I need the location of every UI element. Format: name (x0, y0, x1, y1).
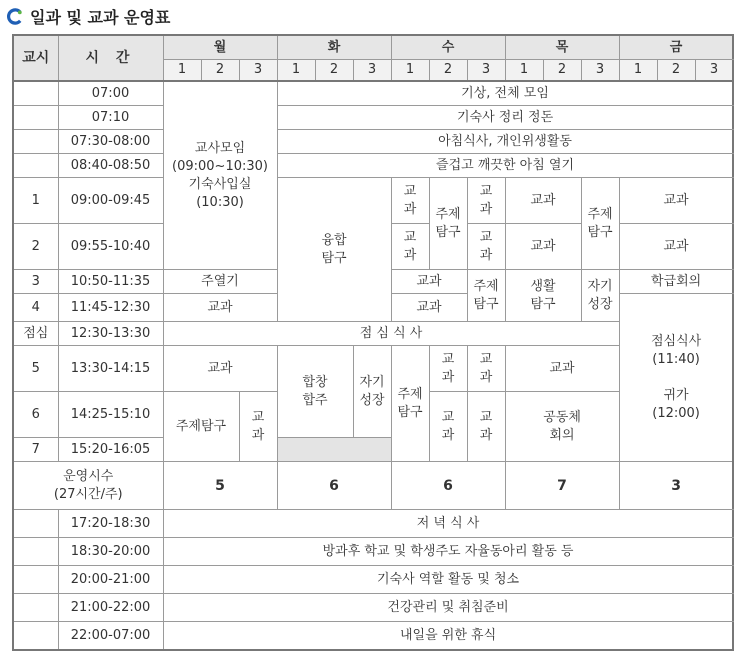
header-sub: 2 (657, 60, 695, 82)
hours-fri: 3 (619, 462, 733, 510)
time-cell: 12:30-13:30 (58, 322, 163, 346)
thu-subject: 교과 (505, 224, 581, 270)
time-cell: 10:50-11:35 (58, 270, 163, 294)
period-cell (13, 538, 58, 566)
wed-subject: 교 과 (467, 392, 505, 462)
mon-p3-cell: 주열기 (163, 270, 277, 294)
header-day-mon: 월 (163, 35, 277, 60)
fri-class-meeting: 학급회의 (619, 270, 733, 294)
header-time: 시 간 (58, 35, 163, 81)
wed-subject: 교 과 (391, 224, 429, 270)
health-cell: 건강관리 및 취침준비 (163, 594, 733, 622)
tue-empty-cell (277, 438, 391, 462)
club-cell: 방과후 학교 및 학생주도 자율동아리 활동 등 (163, 538, 733, 566)
thu-topic: 주제 탐구 (581, 178, 619, 270)
tue-choir: 합창 합주 (277, 346, 353, 438)
thu-subject: 교과 (505, 346, 619, 392)
time-cell: 11:45-12:30 (58, 294, 163, 322)
time-cell: 22:00-07:00 (58, 622, 163, 651)
wed-topic: 주제 탐구 (391, 346, 429, 462)
hours-wed: 6 (391, 462, 505, 510)
period-cell: 3 (13, 270, 58, 294)
fri-subject: 교과 (619, 224, 733, 270)
wed-subject: 교 과 (429, 392, 467, 462)
wed-subject: 교 과 (429, 346, 467, 392)
fri-lunch-go-home: 점심식사 (11:40) 귀가 (12:00) (619, 294, 733, 462)
period-cell (13, 106, 58, 130)
period-cell (13, 154, 58, 178)
period-cell (13, 594, 58, 622)
thu-self-growth: 자기 성장 (581, 270, 619, 322)
dorm-cell: 기숙사 정리 정돈 (277, 106, 733, 130)
title-text: 일과 및 교과 운영표 (30, 7, 171, 27)
mon-subject: 교 과 (239, 392, 277, 462)
time-cell: 07:30-08:00 (58, 130, 163, 154)
time-cell: 13:30-14:15 (58, 346, 163, 392)
role-cell: 기숙사 역할 활동 및 청소 (163, 566, 733, 594)
header-period: 교시 (13, 35, 58, 81)
hours-mon: 5 (163, 462, 277, 510)
time-cell: 07:00 (58, 81, 163, 106)
header-sub: 3 (695, 60, 733, 82)
wed-subject: 교과 (391, 270, 467, 294)
period-cell (13, 622, 58, 651)
thu-subject: 교과 (505, 178, 581, 224)
wed-subject: 교 과 (467, 178, 505, 224)
wed-topic: 주제 탐구 (429, 178, 467, 270)
period-cell: 6 (13, 392, 58, 438)
period-cell: 2 (13, 224, 58, 270)
wed-subject: 교과 (391, 294, 467, 322)
time-cell: 17:20-18:30 (58, 510, 163, 538)
time-cell: 14:25-15:10 (58, 392, 163, 438)
header-day-thu: 목 (505, 35, 619, 60)
header-sub: 2 (429, 60, 467, 82)
logo-icon (6, 8, 23, 25)
period-cell: 7 (13, 438, 58, 462)
hours-label: 운영시수 (27시간/주) (13, 462, 163, 510)
time-cell: 09:55-10:40 (58, 224, 163, 270)
header-sub: 2 (543, 60, 581, 82)
header-sub: 3 (581, 60, 619, 82)
wed-subject: 교 과 (391, 178, 429, 224)
time-cell: 07:10 (58, 106, 163, 130)
header-sub: 1 (277, 60, 315, 82)
header-sub: 2 (201, 60, 239, 82)
header-sub: 1 (391, 60, 429, 82)
period-cell (13, 130, 58, 154)
header-day-wed: 수 (391, 35, 505, 60)
header-sub: 2 (315, 60, 353, 82)
time-cell: 08:40-08:50 (58, 154, 163, 178)
wed-topic: 주제 탐구 (467, 270, 505, 322)
mon-topic: 주제탐구 (163, 392, 239, 462)
period-cell (13, 510, 58, 538)
mon-teacher-meeting: 교사모임 (09:00~10:30) 기숙사입실 (10:30) (163, 81, 277, 270)
header-day-fri: 금 (619, 35, 733, 60)
header-sub: 1 (505, 60, 543, 82)
thu-life-inquiry: 생활 탐구 (505, 270, 581, 322)
breakfast-cell: 아침식사, 개인위생활동 (277, 130, 733, 154)
morning-cell: 즐겁고 깨끗한 아침 열기 (277, 154, 733, 178)
header-sub: 3 (239, 60, 277, 82)
mon-subject: 교과 (163, 294, 277, 322)
period-cell (13, 566, 58, 594)
rest-cell: 내일을 위한 휴식 (163, 622, 733, 651)
schedule-table (12, 34, 734, 651)
tue-self-growth: 자기 성장 (353, 346, 391, 438)
thu-community-meeting: 공동체 회의 (505, 392, 619, 462)
time-cell: 15:20-16:05 (58, 438, 163, 462)
hours-thu: 7 (505, 462, 619, 510)
time-cell: 09:00-09:45 (58, 178, 163, 224)
header-day-tue: 화 (277, 35, 391, 60)
period-cell: 5 (13, 346, 58, 392)
header-sub: 3 (467, 60, 505, 82)
wed-subject: 교 과 (467, 224, 505, 270)
wake-cell: 기상, 전체 모임 (277, 81, 733, 106)
lunch-cell: 점 심 식 사 (163, 322, 619, 346)
fri-subject: 교과 (619, 178, 733, 224)
header-sub: 3 (353, 60, 391, 82)
mon-subject: 교과 (163, 346, 277, 392)
header-sub: 1 (163, 60, 201, 82)
tue-convergence: 융합 탐구 (277, 178, 391, 322)
period-cell (13, 81, 58, 106)
period-cell: 1 (13, 178, 58, 224)
wed-subject: 교 과 (467, 346, 505, 392)
dinner-cell: 저 녁 식 사 (163, 510, 733, 538)
time-cell: 21:00-22:00 (58, 594, 163, 622)
period-cell: 4 (13, 294, 58, 322)
time-cell: 20:00-21:00 (58, 566, 163, 594)
page-title (6, 4, 170, 28)
period-cell: 점심 (13, 322, 58, 346)
header-sub: 1 (619, 60, 657, 82)
time-cell: 18:30-20:00 (58, 538, 163, 566)
hours-tue: 6 (277, 462, 391, 510)
